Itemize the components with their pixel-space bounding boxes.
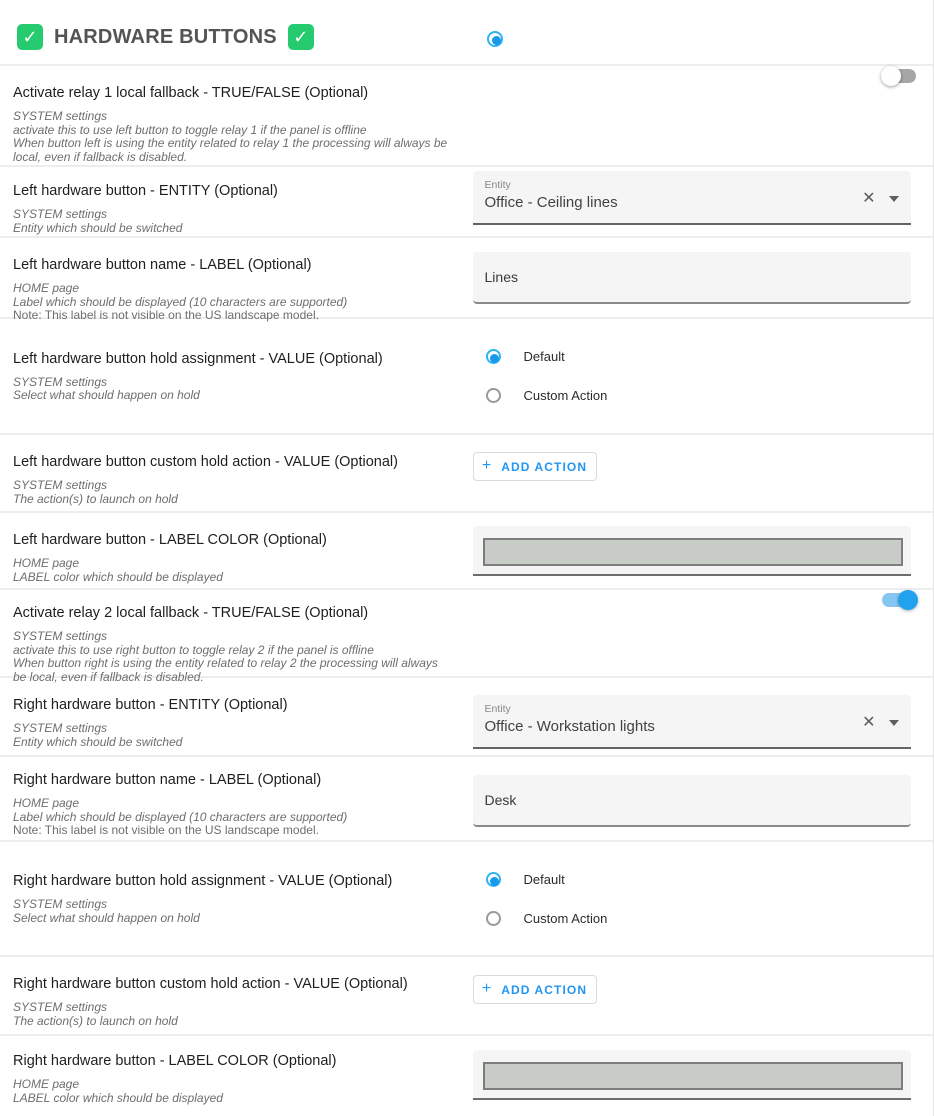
select-label: Entity [484,179,511,191]
radio-icon [486,349,501,364]
setting-title: Right hardware button - LABEL COLOR (Optional) [13,1053,337,1069]
setting-title: Right hardware button - ENTITY (Optional) [13,697,288,713]
setting-subtitle: HOME page [13,556,80,570]
right-label-field [473,775,911,827]
setting-row-left-label-color [0,513,933,590]
radio-label: Default [523,872,565,887]
setting-description: Label which should be displayed (10 characters are supported) [13,809,348,824]
setting-description: Entity which should be switched [13,734,183,749]
radio-label: Custom Action [523,388,608,403]
setting-title: Right hardware button custom hold action - VALUE (Optional) [13,976,408,992]
setting-description: activate this to use right button to toggle relay 2 if the panel is offline [13,642,374,657]
radio-option-default[interactable] [486,349,933,364]
left-label-input[interactable] [473,252,911,302]
setting-description: Select what should happen on hold [13,388,200,402]
setting-note: Note: This label is not visible on the US landscape model. [13,823,319,837]
setting-text [0,957,473,1034]
setting-subtitle: SYSTEM settings [13,1000,108,1014]
setting-description: When button right is using the entity related to relay 2 the processing will always be local, even if fallback is disabled. [13,656,438,684]
chevron-down-icon[interactable] [889,196,899,202]
clear-icon[interactable]: ✕ [862,714,876,731]
radio-icon [486,911,501,926]
setting-row-right-entity [0,678,933,757]
radio-label: Default [523,349,565,364]
add-action-button[interactable] [473,452,597,481]
setting-row-left-label [0,238,933,322]
setting-description: Select what should happen on hold [13,910,200,925]
setting-text [0,590,473,684]
left-label-color-field [473,526,911,576]
setting-text [0,513,473,588]
setting-title: Right hardware button hold assignment - VALUE (Optional) [13,873,393,889]
setting-title: Left hardware button - ENTITY (Optional) [13,183,278,199]
right-color-swatch[interactable] [483,1062,903,1090]
left-entity-select[interactable] [473,171,911,225]
setting-description: Entity which should be switched [13,220,183,235]
setting-title: Left hardware button hold assignment - VALUE (Optional) [13,350,383,367]
left-color-swatch[interactable] [483,538,903,566]
right-label-input[interactable] [473,775,911,825]
setting-title: Right hardware button name - LABEL (Optional) [13,772,322,788]
setting-subtitle: HOME page [13,1077,80,1091]
right-label-color-field [473,1050,911,1100]
section-header [0,0,933,66]
setting-subtitle: SYSTEM settings [13,629,108,643]
select-value: Office - Workstation lights [484,718,655,735]
setting-title: Left hardware button custom hold action - VALUE (Optional) [13,454,398,470]
setting-title: Left hardware button - LABEL COLOR (Optional) [13,532,327,548]
radio-option-custom-action[interactable] [486,911,933,926]
setting-subtitle: SYSTEM settings [13,478,108,492]
right-entity-select[interactable] [473,695,911,749]
setting-text [0,678,473,755]
chevron-down-icon[interactable] [889,720,899,726]
green-checkbox-icon: ✓ [17,24,43,50]
setting-row-right-hold-assignment [0,842,933,957]
radio-option-default[interactable] [486,872,933,887]
setting-text [0,1036,473,1116]
left-hold-radio-group [486,349,933,427]
setting-text [0,319,473,433]
setting-subtitle: SYSTEM settings [13,721,108,735]
setting-description: LABEL color which should be displayed [13,569,223,584]
page-title: HARDWARE BUTTONS [54,25,277,48]
header-radio-button[interactable] [487,31,503,47]
setting-subtitle: SYSTEM settings [13,207,108,221]
left-label-field [473,252,911,304]
add-action-label: ADD ACTION [501,982,588,997]
add-action-button[interactable] [473,975,597,1004]
relay2-fallback-toggle[interactable] [881,590,918,610]
setting-note: Note: This label is not visible on the US landscape model. [13,308,319,322]
relay1-fallback-toggle[interactable] [881,66,918,86]
select-label: Entity [484,703,511,715]
setting-description: The action(s) to launch on hold [13,491,178,506]
setting-text [0,66,473,165]
setting-text [0,435,473,511]
setting-description: The action(s) to launch on hold [13,1013,178,1028]
plus-icon: + [481,457,492,474]
toggle-thumb-icon [881,66,901,86]
add-action-label: ADD ACTION [501,459,588,474]
setting-title: Activate relay 2 local fallback - TRUE/FALSE (Optional) [13,605,369,621]
setting-title: Activate relay 1 local fallback - TRUE/FALSE (Optional) [13,85,369,101]
setting-subtitle: HOME page [13,796,80,810]
radio-icon [486,872,501,887]
setting-row-relay2-fallback [0,590,933,684]
setting-row-right-label-color [0,1036,933,1116]
right-hold-radio-group [486,872,933,950]
setting-title: Left hardware button name - LABEL (Optional) [13,257,312,273]
clear-icon[interactable]: ✕ [862,190,876,207]
setting-text [0,842,473,955]
radio-icon [486,388,501,403]
setting-row-right-custom-hold-action [0,957,933,1036]
green-checkbox-icon: ✓ [288,24,314,50]
setting-subtitle: SYSTEM settings [13,374,108,389]
radio-label: Custom Action [523,911,608,926]
setting-row-left-hold-assignment [0,319,933,435]
setting-subtitle: SYSTEM settings [13,897,108,911]
setting-row-relay1-fallback [0,66,933,167]
select-value: Office - Ceiling lines [484,194,618,211]
setting-row-left-entity [0,167,933,238]
setting-description: Label which should be displayed (10 characters are supported) [13,294,348,309]
setting-subtitle: HOME page [13,281,80,295]
setting-subtitle: SYSTEM settings [13,109,108,123]
setting-text [0,238,473,322]
setting-text [0,757,473,840]
setting-row-left-custom-hold-action [0,435,933,513]
toggle-thumb-icon [898,590,918,610]
setting-row-right-label [0,757,933,842]
setting-description: LABEL color which should be displayed [13,1090,223,1105]
plus-icon: + [481,980,492,997]
setting-description: activate this to use left button to toggle relay 1 if the panel is offline [13,122,367,137]
setting-description: When button left is using the entity related to relay 1 the processing will always be local, even if fallback is disabled. [13,136,448,164]
setting-text [0,167,473,236]
radio-option-custom-action[interactable] [486,388,933,403]
